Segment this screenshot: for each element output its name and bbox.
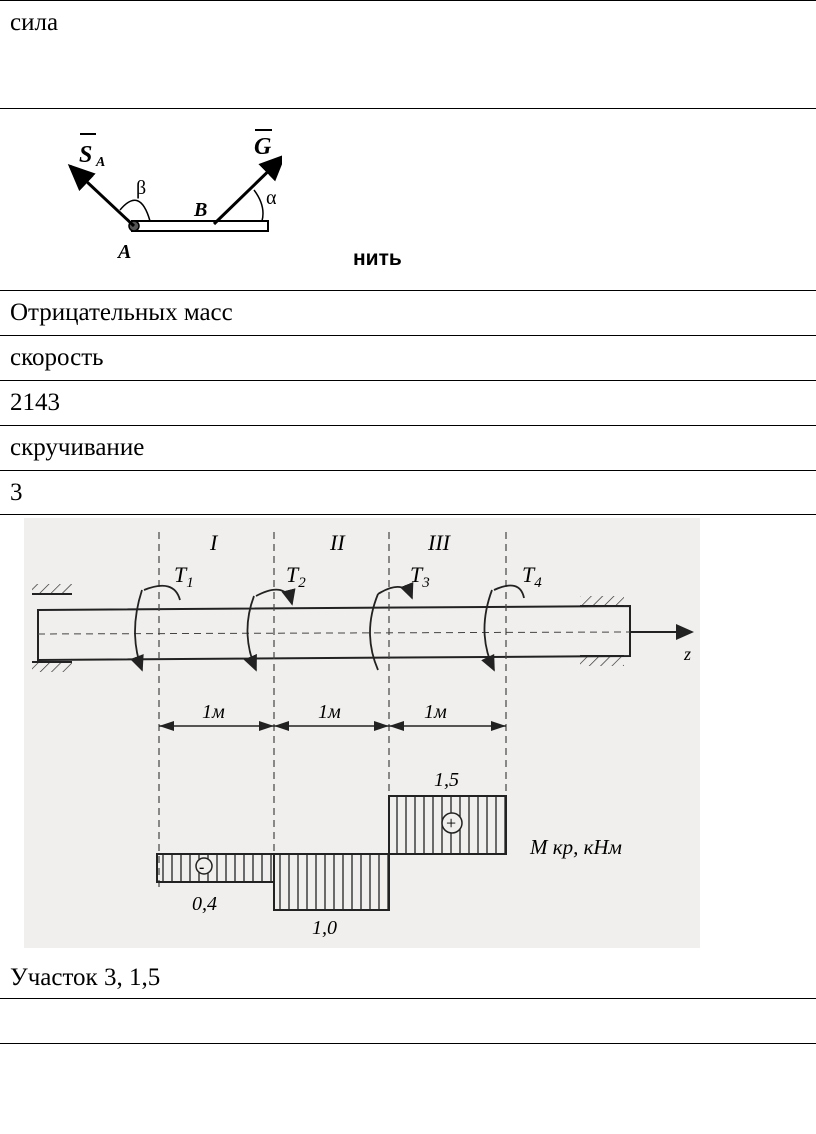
label-b: B	[194, 199, 208, 221]
torque-label: $T_2$	[286, 562, 306, 591]
row-text-section-answer: Участок 3, 1,5	[10, 964, 161, 991]
torque-label: $T_4$	[522, 562, 542, 591]
row-text-negative-masses: Отрицательных масс	[10, 299, 233, 326]
z-axis-label: z	[684, 644, 692, 664]
table-line	[0, 470, 816, 471]
force-diagram-figure	[62, 118, 282, 268]
right-support-bottom	[580, 656, 624, 666]
row-text-three: 3	[10, 479, 23, 506]
table-line	[0, 1043, 816, 1044]
torque-label: $T_1$	[174, 562, 194, 591]
section-label: III	[428, 530, 450, 555]
diagram-value-3: 1,5	[434, 769, 459, 791]
table-line	[0, 514, 816, 515]
label-a: A	[118, 241, 132, 263]
table-line	[0, 0, 816, 1]
torsion-diagram-figure	[24, 518, 700, 948]
plus-sign: +	[446, 813, 457, 833]
row-text-torsion: скручивание	[10, 434, 145, 461]
section-label: II	[330, 530, 345, 555]
table-line	[0, 290, 816, 291]
diagram-segment-1	[157, 854, 274, 882]
diagram-value-2: 1,0	[312, 917, 337, 939]
angle-alpha-arc	[254, 190, 263, 221]
label-g: G	[254, 134, 272, 160]
vector-sa	[70, 166, 134, 226]
torque-label: $T_3$	[410, 562, 430, 591]
diagram-value-1: 0,4	[192, 893, 217, 915]
right-support	[580, 596, 624, 606]
minus-sign: -	[199, 859, 205, 876]
table-line	[0, 108, 816, 109]
row-text-velocity: скорость	[10, 344, 104, 371]
table-line	[0, 998, 816, 999]
left-support	[32, 584, 72, 594]
table-line	[0, 335, 816, 336]
label-alpha: α	[266, 187, 277, 209]
dimension-label: 1м	[424, 701, 447, 723]
dimension-label: 1м	[318, 701, 341, 723]
label-beta: β	[136, 177, 147, 199]
table-line	[0, 380, 816, 381]
dimension-label: 1м	[202, 701, 225, 723]
row-text-force: сила	[10, 9, 59, 36]
label-sa-sub: A	[96, 155, 106, 170]
row-text-thread: нить	[353, 247, 402, 270]
left-support-bottom	[32, 662, 72, 672]
diagram-axis-label: М кр, кНм	[530, 835, 622, 859]
table-line	[0, 425, 816, 426]
beam-rod	[132, 221, 268, 231]
label-sa: S	[79, 142, 93, 168]
row-text-number: 2143	[10, 389, 60, 416]
section-label: I	[210, 530, 218, 555]
diagram-segment-2	[274, 854, 389, 910]
